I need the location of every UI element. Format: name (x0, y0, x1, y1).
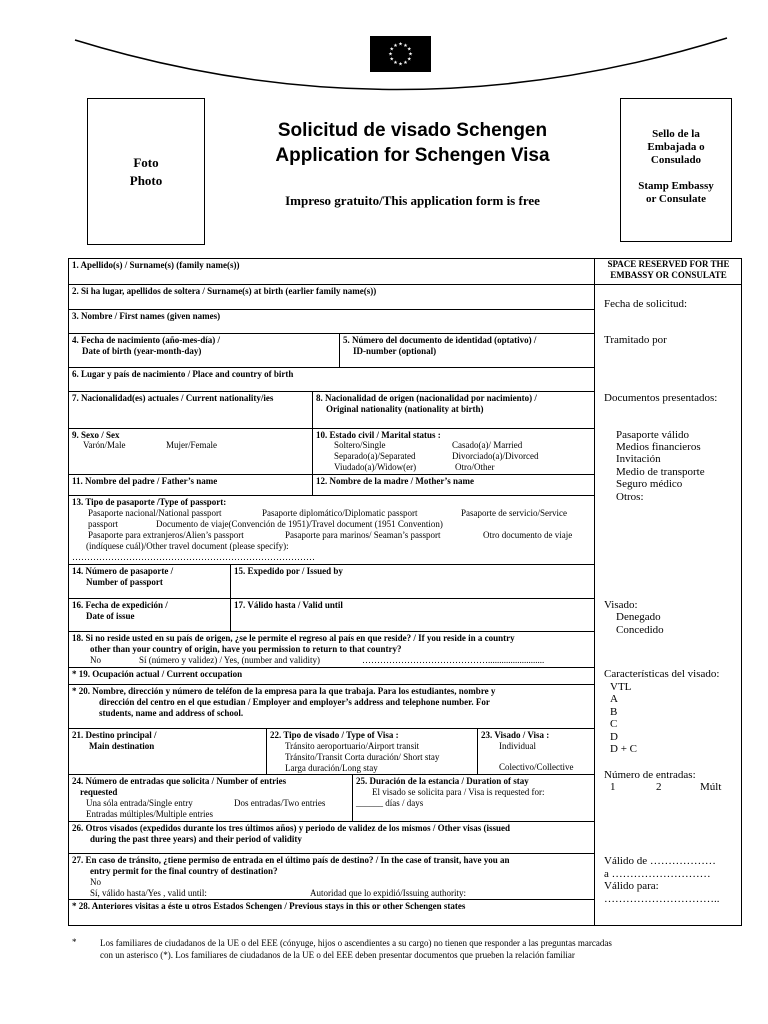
sidebar-visa-type[interactable]: D (610, 731, 618, 743)
sidebar-visa-type[interactable]: B (610, 706, 618, 718)
field-20-label-2: dirección del centro en el que estudian / Employer and employer’s address and telephone number. For (99, 697, 490, 707)
sidebar-fecha: Fecha de solicitud: (604, 298, 688, 310)
field-26-label-2: during the past three years) and their period of validity (90, 834, 302, 844)
photo-box (87, 98, 205, 245)
sidebar-doc-item[interactable]: Seguro médico (616, 478, 683, 490)
marital-option-widowed[interactable]: Viudado(a)/Widow(er) (334, 462, 417, 472)
field-24-entries (69, 775, 352, 821)
transit-option-no[interactable]: No (90, 877, 101, 887)
marital-option-single[interactable]: Soltero/Single (334, 440, 386, 450)
svg-text:★: ★ (389, 56, 395, 63)
field-17-valid-until[interactable]: 17. Válido hasta / Valid until (234, 600, 343, 610)
sex-option-female[interactable]: Mujer/Female (166, 440, 217, 450)
field-18-label-en: other than your country of origin, have you permission to return to that country? (90, 644, 402, 654)
passport-option-alien[interactable]: Pasaporte para extranjeros/Alien’s passport (88, 530, 244, 540)
sidebar-valido-a[interactable]: a ……………………… (604, 868, 711, 880)
footnote-mark: * (72, 937, 77, 947)
field-27-transit-permit (69, 854, 594, 899)
stamp-line: Stamp Embassy (638, 180, 714, 192)
sidebar-header-line1: SPACE RESERVED FOR THE (607, 259, 730, 269)
sidebar-entradas: Número de entradas: (604, 769, 696, 781)
field-8-original-nationality[interactable] (313, 392, 594, 428)
field-23-label: 23. Visado / Visa : (481, 730, 550, 740)
field-25-requested-for: El visado se solicita para / Visa is requested for: (372, 787, 545, 797)
field-27-label-1: 27. En caso de tránsito, ¿tiene permiso de entrada en el último país de destino? / In the case of transit, have you an (72, 855, 510, 865)
field-5-id-number[interactable] (340, 334, 594, 367)
footnote-line-2: con un asterisco (*). Los familiares de ciudadanos de la UE o del EEE deben presentar documentos que prueben la relación familiar (100, 950, 575, 960)
sidebar-tramitado: Tramitado por (604, 334, 667, 346)
stamp-line: or Consulate (646, 193, 706, 205)
field-25-days-input[interactable]: ______ días / days (356, 798, 424, 808)
visa-type-airport-transit[interactable]: Tránsito aeroportuario/Airport transit (285, 741, 420, 751)
field-24-label-en: requested (80, 787, 118, 797)
field-22-label: 22. Tipo de visado / Type of Visa : (270, 730, 399, 740)
sidebar-header-line2: EMBASSY OR CONSULATE (610, 270, 727, 280)
sidebar-header-divider (594, 284, 742, 285)
sidebar-doc-item[interactable]: Medio de transporte (616, 466, 705, 478)
field-8-label-en: Original nationality (nationality at birth) (326, 404, 484, 414)
field-26-other-visas[interactable] (69, 822, 594, 853)
field-14-label-en: Number of passport (86, 577, 163, 587)
field-21-main-destination[interactable] (69, 729, 266, 774)
field-4-label-en: Date of birth (year-month-day) (82, 346, 202, 356)
photo-label-en: Photo (129, 173, 163, 188)
field-20-employer[interactable] (69, 685, 594, 728)
sidebar-doc-item[interactable]: Pasaporte válido (616, 429, 690, 441)
field-2-surname-at-birth[interactable]: 2. Si ha lugar, apellidos de soltera / Surname(s) at birth (earlier family name(s)) (72, 286, 377, 296)
return-option-yes[interactable]: Sí (número y validez) / Yes, (number and validity) (139, 655, 320, 665)
passport-option-seaman[interactable]: Pasaporte para marinos/ Seaman’s passport (285, 530, 441, 540)
return-option-no[interactable]: No (90, 655, 101, 665)
field-16-label-es: 16. Fecha de expedición / (72, 600, 168, 610)
passport-option-diplomatic[interactable]: Pasaporte diplomático/Diplomatic passport (262, 508, 418, 518)
sidebar-header (595, 259, 742, 281)
sidebar-doc-item[interactable]: Otros: (616, 491, 644, 503)
transit-issuing-authority[interactable]: Autoridad que lo expidió/Issuing authority: (310, 888, 466, 898)
field-4-date-of-birth[interactable] (69, 334, 339, 367)
free-note: Impreso gratuito/This application form is free (285, 193, 540, 208)
field-9-sex (69, 429, 312, 474)
sidebar-visa-type[interactable]: C (610, 718, 618, 730)
title-es: Solicitud de visado Schengen (277, 120, 548, 141)
svg-text:★: ★ (408, 51, 413, 58)
field-23-visa (478, 729, 594, 774)
sidebar-visado-option[interactable]: Denegado (616, 611, 661, 623)
marital-option-other[interactable]: Otro/Other (455, 462, 495, 472)
field-18-label-es: 18. Si no reside usted en su país de origen, ¿se le permite el regreso al país en que reside? / If you reside in a country (72, 633, 515, 643)
field-27-label-2: entry permit for the final country of destination? (90, 866, 278, 876)
sidebar-valido-para-dots[interactable]: ………………………….. (604, 893, 720, 905)
visa-type-long-stay[interactable]: Larga duración/Long stay (285, 763, 378, 773)
sidebar-visa-type[interactable]: VTL (610, 681, 632, 693)
svg-text:★: ★ (403, 42, 408, 49)
svg-text:★: ★ (388, 51, 393, 58)
passport-option-travel-document[interactable]: Documento de viaje(Convención de 1951)/Travel document (1951 Convention) (156, 519, 443, 529)
svg-text:★: ★ (398, 41, 403, 48)
svg-text:★: ★ (398, 61, 403, 68)
field-15-issued-by[interactable]: 15. Expedido por / Issued by (234, 566, 343, 576)
field-16-date-of-issue[interactable] (69, 599, 230, 631)
field-14-passport-number[interactable] (69, 565, 230, 598)
sidebar-valido-de[interactable]: Válido de ……………… (604, 855, 716, 867)
field-12-mother-name[interactable]: 12. Nombre de la madre / Mother’s name (316, 476, 474, 486)
field-3-first-names[interactable]: 3. Nombre / First names (given names) (72, 311, 221, 321)
field-10-marital-status (313, 429, 594, 474)
sidebar-caracteristicas: Características del visado: (604, 668, 720, 680)
field-21-label-es: 21. Destino principal / (72, 730, 157, 740)
sidebar-documentos: Documentos presentados: (604, 392, 718, 404)
eu-flag-icon (370, 36, 431, 72)
stamp-line: Sello de la (652, 128, 700, 140)
field-8-label-es: 8. Nacionalidad de origen (nacionalidad por nacimiento) / (316, 393, 537, 403)
field-5-label-en: ID-number (optional) (353, 346, 437, 356)
field-1-surname[interactable]: 1. Apellido(s) / Surname(s) (family name(s)) (72, 260, 240, 270)
entries-option-single[interactable]: Una sóla entrada/Single entry (86, 798, 193, 808)
entries-option-multiple[interactable]: Entradas múltiples/Multiple entries (86, 809, 213, 819)
field-13-passport-type (69, 496, 594, 564)
svg-text:★: ★ (393, 60, 398, 67)
passport-other-dots[interactable]: ……………………………………………………………………… (72, 552, 315, 562)
field-4-label-es: 4. Fecha de nacimiento (año-mes-día) / (72, 335, 220, 345)
sidebar-visa-type[interactable]: D + C (610, 743, 637, 755)
stamp-line: Consulado (650, 154, 702, 166)
sidebar-doc-item[interactable]: Invitación (616, 453, 661, 465)
sidebar-visa-type[interactable]: A (610, 693, 618, 705)
field-20-label-1: * 20. Nombre, dirección y número de teléfon de la empresa para la que trabaja. Para los estudiantes, nombre y (72, 686, 496, 696)
field-5-label-es: 5. Número del documento de identidad (optativo) / (343, 335, 537, 345)
marital-option-separated[interactable]: Separado(a)/Separated (334, 451, 416, 461)
field-24-label-es: 24. Número de entradas que solicita / Number of entries (72, 776, 287, 786)
passport-option-other[interactable]: Otro documento de viaje (483, 530, 573, 540)
sex-option-male[interactable]: Varón/Male (83, 440, 126, 450)
svg-text:★: ★ (389, 46, 395, 53)
field-18-return-permission (69, 632, 594, 667)
field-20-label-3: students, name and address of school. (99, 708, 244, 718)
sidebar-valido-para: Válido para: (604, 880, 659, 892)
passport-other-specify: (indíquese cuál)/Other travel document (please specify): (86, 541, 289, 551)
passport-option-service[interactable]: Pasaporte de servicio/Service (461, 508, 567, 518)
sidebar-visado-option[interactable]: Concedido (616, 624, 664, 636)
stamp-line: Embajada o (647, 141, 705, 153)
field-7-current-nationality[interactable]: 7. Nacionalidad(es) actuales / Current nationality/ies (72, 393, 274, 403)
entries-option-two[interactable]: Dos entradas/Two entries (234, 798, 326, 808)
sidebar-entradas-1[interactable]: 1 (610, 781, 616, 793)
sidebar-entradas-mult[interactable]: Múlt (700, 781, 722, 793)
field-25-duration (353, 775, 594, 821)
sidebar-visado: Visado: (604, 599, 638, 611)
field-11-father-name[interactable]: 11. Nombre del padre / Father’s name (72, 476, 218, 486)
sidebar-doc-item[interactable]: Medios financieros (616, 441, 701, 453)
field-26-label-1: 26. Otros visados (expedidos durante los tres últimos años) y periodo de validez de los mismos / Other visas (issued (72, 823, 511, 833)
marital-option-divorced[interactable]: Divorciado(a)/Divorced (452, 451, 539, 461)
svg-text:★: ★ (406, 56, 412, 63)
svg-text:★: ★ (406, 46, 412, 53)
field-9-label: 9. Sexo / Sex (72, 430, 120, 440)
field-14-label-es: 14. Número de pasaporte / (72, 566, 174, 576)
visa-option-individual[interactable]: Individual (499, 741, 536, 751)
footnote-line-1: Los familiares de ciudadanos de la UE o del EEE (cónyuge, hijos o ascendientes a su cargo) no tienen que responder a las preguntas marcadas (100, 938, 612, 948)
sidebar-divider (594, 258, 595, 926)
field-28-previous-stays[interactable]: * 28. Anteriores visitas a éste u otros Estados Schengen / Previous stays in this or other Schengen states (72, 901, 466, 911)
field-19-occupation[interactable]: * 19. Ocupación actual / Current occupation (72, 669, 243, 679)
eu-stars-icon (370, 36, 431, 72)
field-25-label: 25. Duración de la estancia / Duration of stay (356, 776, 529, 786)
photo-label-es: Foto (133, 155, 159, 170)
field-21-label-en: Main destination (89, 741, 155, 751)
sidebar-entradas-2[interactable]: 2 (656, 781, 662, 793)
title-en: Application for Schengen Visa (275, 145, 550, 166)
visa-type-transit-short-stay[interactable]: Tránsito/Transit Corta duración/ Short stay (285, 752, 440, 762)
field-13-label: 13. Tipo de pasaporte /Type of passport: (72, 497, 227, 507)
marital-option-married[interactable]: Casado(a)/ Married (452, 440, 523, 450)
stamp-box (620, 98, 732, 242)
passport-option-national[interactable]: Pasaporte nacional/National passport (88, 508, 222, 518)
field-22-visa-type (267, 729, 477, 774)
passport-option-service-cont: passport (88, 519, 118, 529)
field-6-place-of-birth[interactable]: 6. Lugar y país de nacimiento / Place and country of birth (72, 369, 294, 379)
transit-option-yes[interactable]: Sí, válido hasta/Yes , valid until: (90, 888, 207, 898)
return-yes-details[interactable]: ……………………………………......................... (362, 655, 545, 665)
svg-text:★: ★ (403, 60, 408, 67)
visa-option-collective[interactable]: Colectivo/Collective (499, 762, 574, 772)
field-10-label: 10. Estado civil / Marital status : (316, 430, 441, 440)
svg-text:★: ★ (393, 42, 398, 49)
field-16-label-en: Date of issue (86, 611, 135, 621)
